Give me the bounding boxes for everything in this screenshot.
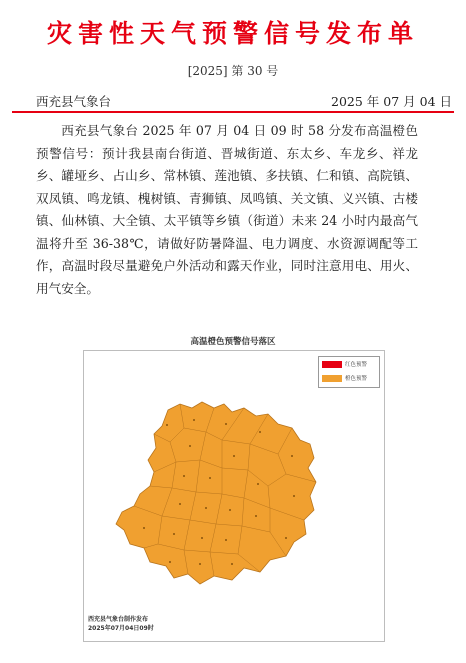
- map-credit-issuer: 西充县气象台制作发布: [88, 616, 149, 623]
- legend-item-red: [319, 357, 379, 371]
- legend-swatch-red: [322, 361, 342, 368]
- map-title: 高温橙色预警信号落区: [190, 337, 276, 347]
- legend-swatch-orange: [322, 375, 342, 382]
- map-credit: [88, 615, 154, 633]
- county-map-svg: [110, 398, 330, 588]
- county-map: [110, 398, 330, 588]
- county-outline: [116, 402, 316, 584]
- map-credit-time: 2025年07月04日09时: [88, 625, 154, 632]
- document-title: 灾害性天气预警信号发布单: [46, 19, 419, 48]
- issuer: 西充县气象台: [36, 94, 112, 109]
- warning-text: 西充县气象台 2025 年 07 月 04 日 09 时 58 分发布高温橙色预警信号：预计我县南台街道、晋城街道、东太乡、车龙乡、祥龙乡、罐垭乡、占山乡、常林镇、莲池镇、多扶镇、仁和镇、高院镇、双凤镇、鸣龙镇、槐树镇、青狮镇、凤鸣镇、关文镇、义兴镇、古楼镇、仙林镇、大全镇、太平镇等乡镇（街道）未来 24 小时内最高气温将升至 36-38℃，请做好防暑降温、电力调度、水资源调配等工作，高温时段尽量避免户外活动和露天作业，同时注意用电、用火、用气安全。: [36, 123, 418, 296]
- legend-item-orange: [319, 371, 379, 385]
- legend-label-red: 红色预警: [345, 362, 368, 368]
- issue-date: 2025 年 07 月 04 日: [331, 94, 452, 109]
- red-divider: [12, 111, 454, 113]
- legend-label-orange: 橙色预警: [345, 376, 368, 382]
- document-number: [2025] 第 30 号: [187, 64, 279, 78]
- map-legend: [318, 356, 380, 388]
